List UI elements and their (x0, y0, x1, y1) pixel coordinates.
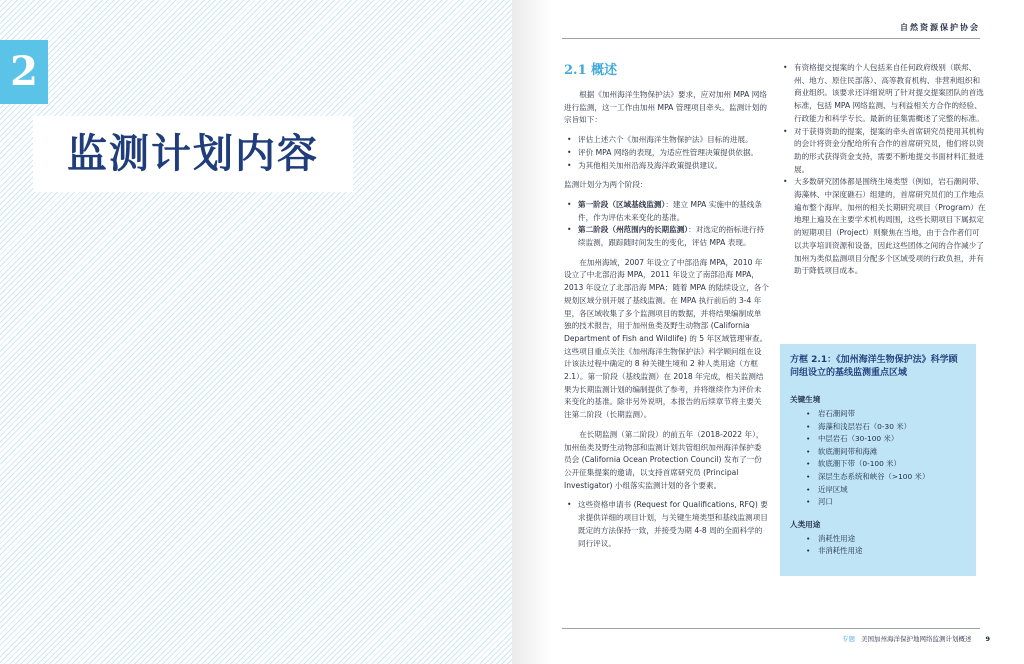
aim-item: • 评估上述六个《加州海洋生物保护法》目标的进展。 (578, 134, 769, 147)
box-2-1 (780, 344, 976, 576)
phase2-label: 第二阶段（州范围内的长期监测） (578, 225, 689, 235)
phases-list (564, 199, 769, 250)
phase-item (578, 199, 769, 224)
aim-item: • 为其他相关加州沿海及海洋政策提供建议。 (578, 160, 769, 173)
rfq-detail-item: • 对于获得资助的提案，提案的牵头首席研究员使用其机构的会计将资金分配给所有合作的首席研究员，他们将以资助的形式获得资金支持，需要不断地提交书面材料汇报进展。 (794, 126, 986, 177)
use-item: • 非消耗性用途 (818, 545, 966, 558)
rfq-detail-item: • 大多数研究团体都是围绕生境类型（例如，岩石潮间带、海藻林、中深度礁石）组建的，首席研究员们的工作地点遍布整个海岸。加州的相关长期研究项目（Program）在地理上遍及在主要学术机构周围，这些长期项目下属拟定的短期项目（Project）则聚焦在当地，由于合作者们可以共享培训资源和设备，因此这些团体之间的合作减少了加州为类似监测项目分配多个区域受项的行政负担，并有助于降低项目成本。 (794, 176, 986, 278)
phase1-text: ：建立 MPA 实施中的基线条件，作为评估未来变化的基准。 (578, 199, 762, 222)
habitat-item: • 软底潮下带（0-100 米） (818, 458, 966, 471)
footer (842, 634, 990, 643)
rfq-detail-list (780, 62, 986, 278)
section-heading: 2.1 概述 (564, 63, 618, 78)
page-number: 9 (985, 635, 990, 643)
phase1-label: 第一阶段（区域基线监测） (578, 199, 666, 209)
footer-title: 美国加州海洋保护地网络监测计划概述 (860, 635, 972, 643)
box-title: 方框 2.1：《加州海洋生物保护法》科学顾问组设立的基线监测重点区域 (790, 355, 958, 378)
rfq-list (564, 499, 769, 550)
phases-intro: 监测计划分为两个阶段： (564, 180, 648, 190)
header-org-name: 自然资源保护协会 (900, 23, 980, 32)
habitat-item: • 近岸区域 (818, 484, 966, 497)
chapter-title: 监测计划内容 (33, 116, 353, 192)
phase2-text: ：对选定的指标进行持续监测，跟踪随时间发生的变化，评估 MPA 表现。 (578, 225, 765, 248)
right-page (512, 0, 1024, 664)
column-left (564, 62, 769, 557)
use-item: • 消耗性用途 (818, 533, 966, 546)
uses-list (790, 533, 966, 558)
habitat-item: • 软底潮间带和海滩 (818, 446, 966, 459)
habitat-item: • 河口 (818, 496, 966, 509)
footer-accent: 专题 (841, 635, 855, 643)
history-paragraph: 在加州海域，2007 年设立了中部沿海 MPA，2010 年设立了中北部沿海 MPA，2011 年设立了南部沿海 MPA，2013 年设立了北部沿海 MPA；随着 MPA 的陆续设立，各个规划区域分别开展了基线监测。在 MPA 执行前后的 3-4 年里，各区域收集了多个监测项目的数据，并将结果编制成单独的技术报告，用于加州鱼类及野生动物部 (California Department of Fish and Wildlife) 的 5 年区域管理审查。这些项目重点关注《加州海洋生物保护法》科学顾问组在设计该法过程中确定的 8 种关键生境和 2 种人类用途（方框 2.1）。第一阶段（基线监测）在 2018 年完成，相关监测结果为长期监测计划的编制提供了参考，并将继续作为评价未来变化的基准。除非另外说明，本报告的后续章节将主要关注第二阶段（长期监测）。 (564, 257, 769, 420)
aims-list (564, 134, 769, 172)
intro-paragraph: 根据《加州海洋生物保护法》要求，应对加州 MPA 网络进行监测，这一工作由加州 MPA 管理项目牵头。监测计划的宗旨如下： (564, 90, 767, 125)
habitat-item: • 中层岩石（30-100 米） (818, 433, 966, 446)
column-right (780, 62, 986, 285)
rfq-detail-item: • 有资格提交提案的个人包括来自任何政府级别（联邦、州、地方、原住民部落）、高等教育机构、非营利组织和商业组织。该要求还详细说明了针对提交提案团队的首选标准，包括 MPA 网络监测、与利益相关方合作的经验、行政能力和科学专长。最新的征集需概述了完整的标准。 (794, 62, 986, 126)
footer-rule (562, 628, 980, 629)
habitat-item: • 海藻和浅层岩石（0-30 米） (818, 421, 966, 434)
rfq-item: • 这些资格申请书 (Request for Qualifications, RFQ) 要求提供详细的项目计划，与关键生境类型和基线监测项目既定的方法保持一致，并接受为期 4-8 周的全面科学的同行评议。 (578, 499, 769, 550)
longterm-paragraph: 在长期监测（第二阶段）的前五年（2018-2022 年），加州鱼类及野生动物部和监测计划共管组织加州海洋保护委员会 (California Ocean Protection Council) 发布了一份公开征集提案的邀请，以支持首席研究员 (Principal Investigator) 小组落实监测计划的各个要素。 (564, 429, 764, 490)
phase-item (578, 224, 769, 249)
header-rule (562, 38, 980, 39)
habitat-item: • 深层生态系统和峡谷（>100 米） (818, 471, 966, 484)
habitat-item: • 岩石潮间带 (818, 408, 966, 421)
aim-item: • 评价 MPA 网络的表现，为适应性管理决策提供依据。 (578, 147, 769, 160)
uses-heading: 人类用途 (790, 519, 821, 529)
habitats-list (790, 408, 966, 509)
chapter-number: 2 (0, 40, 48, 104)
habitats-heading: 关键生境 (790, 395, 821, 404)
